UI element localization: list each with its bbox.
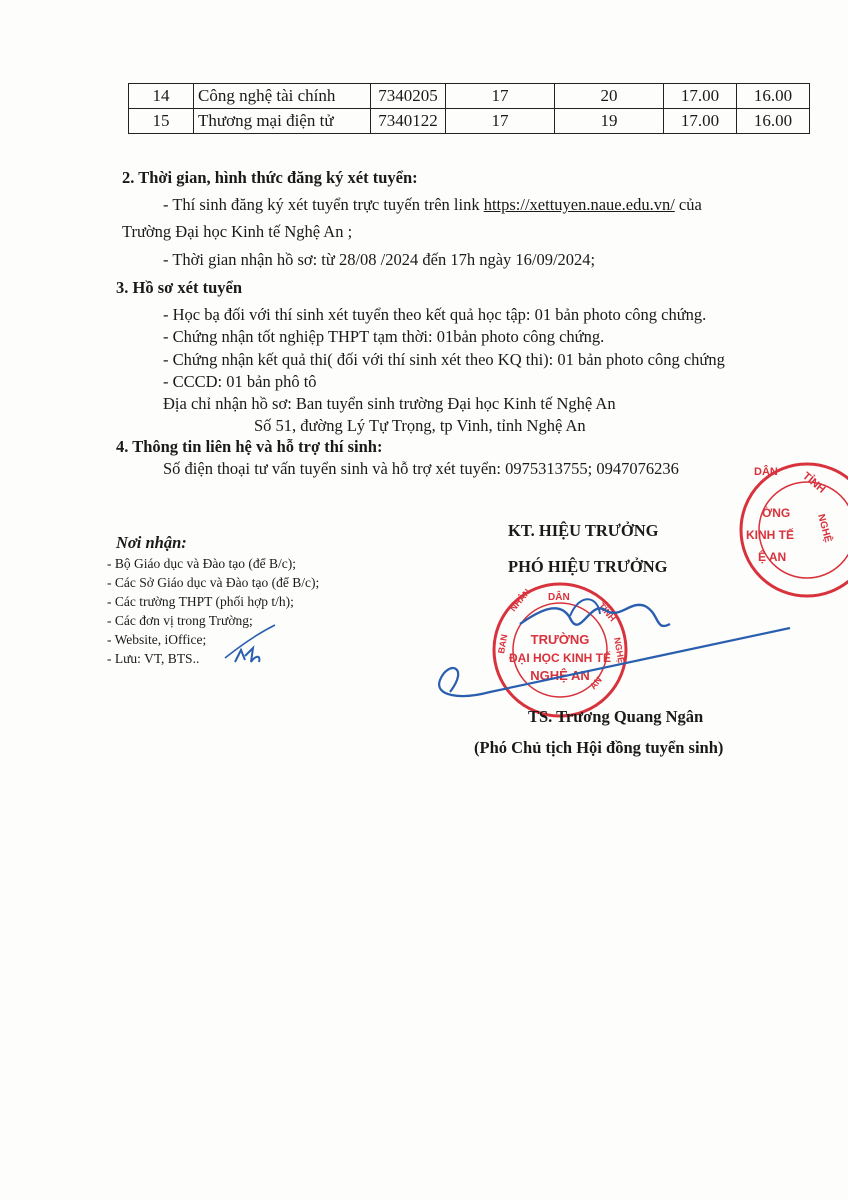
svg-text:TRƯỜNG: TRƯỜNG xyxy=(530,632,590,647)
recipient-item: - Lưu: VT, BTS.. xyxy=(107,651,200,666)
table-cell-c4: 16.00 xyxy=(737,109,810,134)
svg-text:BAN: BAN xyxy=(496,633,510,655)
registration-link[interactable]: https://xettuyen.naue.edu.vn/ xyxy=(483,195,675,214)
table-cell-c1: 17 xyxy=(446,84,555,109)
signature-title2: PHÓ HIỆU TRƯỞNG xyxy=(508,557,668,576)
table-cell-c4: 16.00 xyxy=(737,84,810,109)
recipient-item: - Các Sở Giáo dục và Đào tạo (để B/c); xyxy=(107,575,320,590)
table-cell-c3: 17.00 xyxy=(664,84,737,109)
svg-text:TỈNH: TỈNH xyxy=(800,470,828,496)
svg-text:ĐẠI HỌC KINH TẾ: ĐẠI HỌC KINH TẾ xyxy=(509,651,611,665)
table-cell-stt: 14 xyxy=(129,84,194,109)
signer-name: TS. Trương Quang Ngân xyxy=(528,707,704,726)
svg-text:DÂN: DÂN xyxy=(754,466,778,478)
support-phone: Số điện thoại tư vấn tuyển sinh và hỗ trợ xét tuyển: 0975313755; 0947076236 xyxy=(163,459,679,478)
admission-table xyxy=(128,83,810,134)
signature-title1: KT. HIỆU TRƯỞNG xyxy=(508,521,659,540)
svg-text:Ệ AN: Ệ AN xyxy=(758,550,787,564)
section2-line1-pre: - Thí sinh đăng ký xét tuyển trực tuyến trên link xyxy=(163,195,484,214)
initials-mark-icon xyxy=(215,620,285,670)
svg-text:NGHỆ AN: NGHỆ AN xyxy=(530,668,590,683)
section2-heading: 2. Thời gian, hình thức đăng ký xét tuyển: xyxy=(122,168,418,187)
signer-role: (Phó Chủ tịch Hội đồng tuyển sinh) xyxy=(474,738,724,757)
section3-item: - Học bạ đối với thí sinh xét tuyển theo kết quả học tập: 01 bản photo công chứng. xyxy=(163,305,707,324)
section2-line2: Trường Đại học Kinh tế Nghệ An ; xyxy=(122,222,353,241)
table-cell-c2: 20 xyxy=(555,84,664,109)
svg-text:KINH TẾ: KINH TẾ xyxy=(746,528,794,542)
table-cell-stt: 15 xyxy=(129,109,194,134)
svg-text:ỜNG: ỜNG xyxy=(762,506,791,520)
table-cell-code: 7340205 xyxy=(371,84,446,109)
svg-text:NHÂN: NHÂN xyxy=(507,586,533,614)
section2-line1 xyxy=(163,195,702,215)
section2-line1-post: của xyxy=(674,195,702,214)
recipient-item: - Website, iOffice; xyxy=(107,632,207,647)
table-cell-name: Thương mại điện tử xyxy=(194,109,371,134)
svg-text:TỈNH: TỈNH xyxy=(596,600,618,624)
recipient-item: - Bộ Giáo dục và Đào tạo (để B/c); xyxy=(107,556,296,571)
table-cell-c1: 17 xyxy=(446,109,555,134)
section3-item: - Chứng nhận kết quả thi( đối với thí sinh xét theo KQ thi): 01 bản photo công chứng xyxy=(163,350,725,369)
svg-text:NGHỆ: NGHỆ xyxy=(612,636,627,664)
table-cell-name: Công nghệ tài chính xyxy=(194,84,371,109)
address-line1: Địa chỉ nhận hồ sơ: Ban tuyển sinh trường Đại học Kinh tế Nghệ An xyxy=(163,394,616,413)
section4-heading: 4. Thông tin liên hệ và hỗ trợ thí sinh: xyxy=(116,437,383,456)
table-cell-code: 7340122 xyxy=(371,109,446,134)
section2-line3: - Thời gian nhận hồ sơ: từ 28/08 /2024 đến 17h ngày 16/09/2024; xyxy=(163,250,596,269)
recipient-item: - Các đơn vị trong Trường; xyxy=(107,613,253,628)
section3-item: - CCCD: 01 bản phô tô xyxy=(163,372,317,391)
table-row xyxy=(129,109,810,134)
table-row xyxy=(129,84,810,109)
table-cell-c3: 17.00 xyxy=(664,109,737,134)
svg-text:NGHỆ: NGHỆ xyxy=(815,512,834,544)
address-line2: Số 51, đường Lý Tự Trọng, tp Vinh, tỉnh Nghệ An xyxy=(254,416,586,435)
recipients-title: Nơi nhận: xyxy=(116,533,187,552)
table-cell-c2: 19 xyxy=(555,109,664,134)
section3-item: - Chứng nhận tốt nghiệp THPT tạm thời: 01bản photo công chứng. xyxy=(163,327,605,346)
section3-heading: 3. Hồ sơ xét tuyển xyxy=(116,278,243,297)
svg-text:DÂN: DÂN xyxy=(548,592,570,603)
svg-text:AN: AN xyxy=(587,674,604,692)
recipient-item: - Các trường THPT (phối hợp t/h); xyxy=(107,594,294,609)
